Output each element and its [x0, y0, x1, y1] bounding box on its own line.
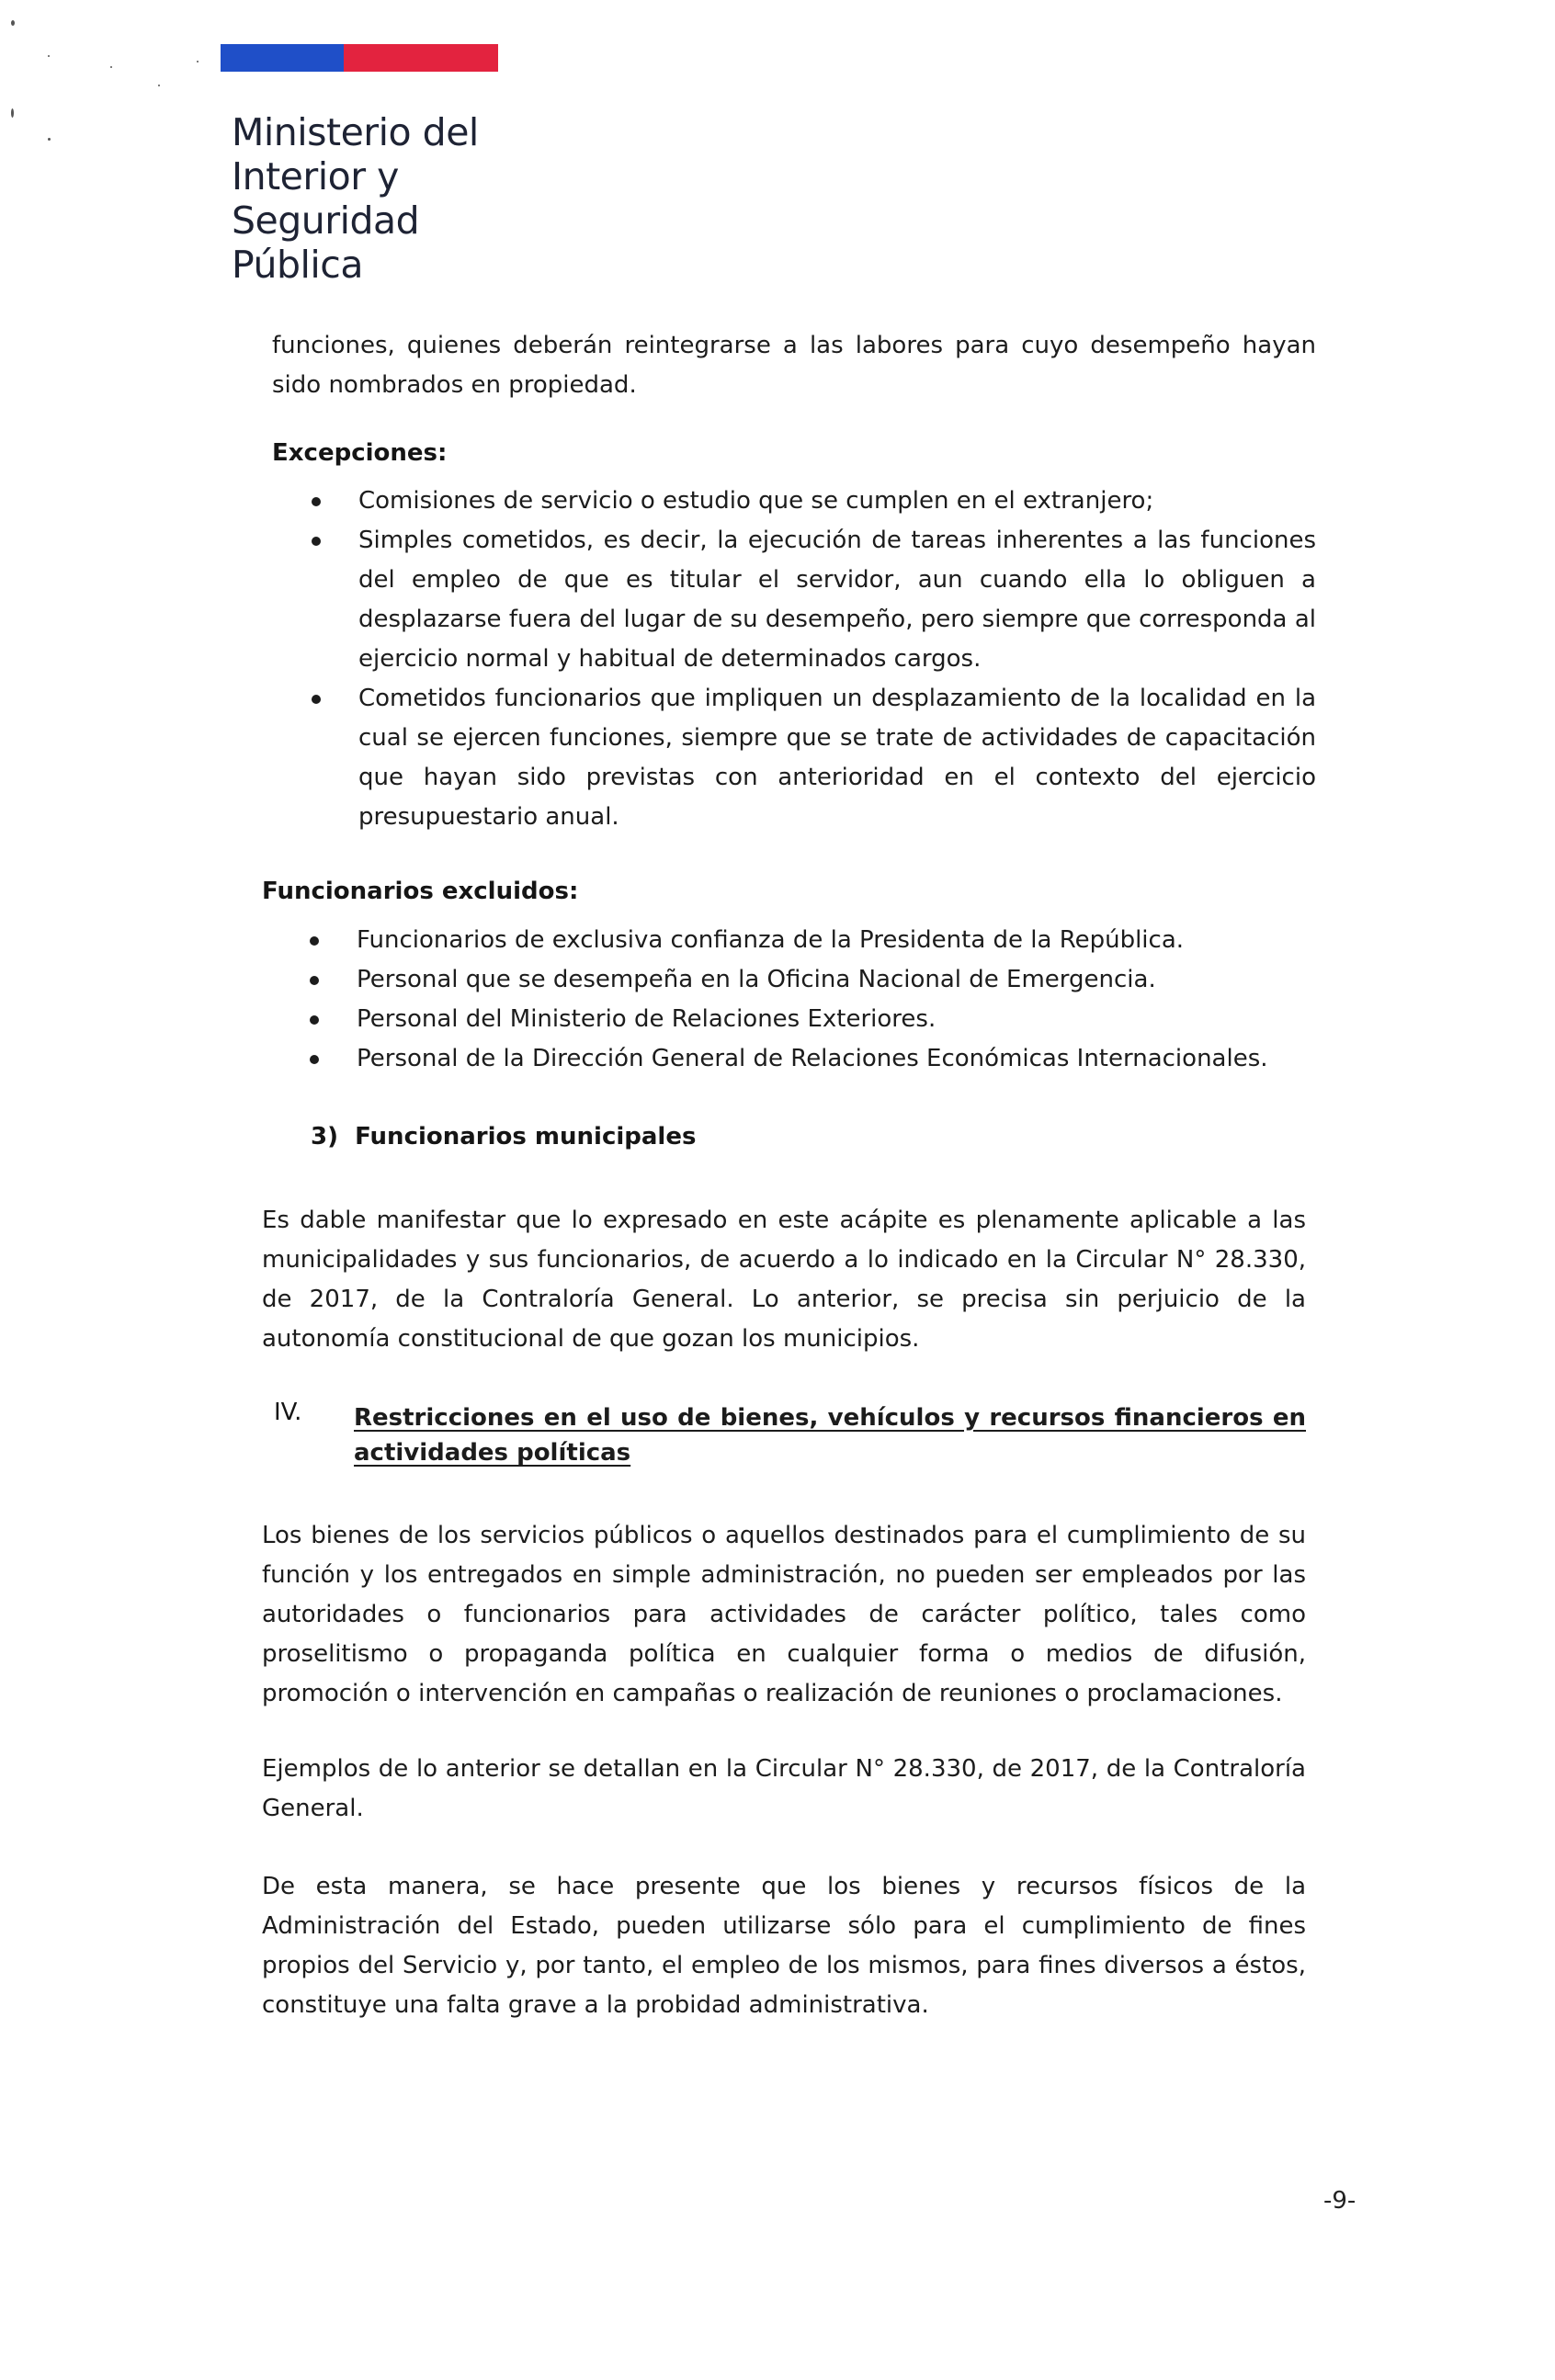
list-item-text: Personal de la Dirección General de Relaciones Económicas Internacionales.	[357, 1045, 1268, 1072]
list-item-text: Personal del Ministerio de Relaciones Exteriores.	[357, 1005, 936, 1033]
section-paragraph: Ejemplos de lo anterior se detallan en la Circular N° 28.330, de 2017, de la Contraloría General.	[262, 1755, 1306, 1822]
list-item-text: Simples cometidos, es decir, la ejecución de tareas inherentes a las funciones del empleo de que es titular el servidor, aun cuando ella lo obliguen a desplazarse fuera del lugar de su desempeño, pero siempre que corresponda al ejercicio normal y habitual de determinados cargos.	[358, 527, 1316, 673]
excepciones-heading: Excepciones:	[272, 439, 448, 467]
logo-line: Pública	[232, 243, 363, 287]
list-item	[268, 521, 1316, 679]
logo-line: Interior y	[232, 154, 399, 198]
section-title: Restricciones en el uso de bienes, vehículos y recursos financieros en actividades políticas	[354, 1404, 1306, 1467]
bullet-icon	[312, 497, 321, 506]
section-paragraph: De esta manera, se hace presente que los bienes y recursos físicos de la Administración del Estado, pueden utilizarse sólo para el cumplimiento de fines propios del Servicio y, por tanto, el empleo de los mismos, para fines diversos a éstos, constituye una falta grave a la probidad administrativa.	[262, 1873, 1306, 2019]
municipales-paragraph: Es dable manifestar que lo expresado en este acápite es plenamente aplicable a las municipalidades y sus funcionarios, de acuerdo a lo indicado en la Circular N° 28.330, de 2017, de la Contraloría General. Lo anterior, se precisa sin perjuicio de la autonomía constitucional de que gozan los municipios.	[262, 1207, 1306, 1353]
list-item	[268, 679, 1316, 837]
bullet-icon	[310, 1015, 319, 1025]
list-item	[267, 1039, 1314, 1079]
municipales-heading: 3) Funcionarios municipales	[311, 1123, 697, 1150]
ministry-logo-name	[232, 110, 618, 287]
bullet-icon	[312, 537, 321, 546]
list-item	[267, 960, 1314, 1000]
list-item-text: Personal que se desempeña en la Oficina Nacional de Emergencia.	[357, 966, 1156, 993]
list-item	[267, 1000, 1314, 1039]
scan-speck	[158, 85, 160, 86]
bullet-icon	[310, 1055, 319, 1064]
scan-speck	[110, 66, 112, 68]
bullet-icon	[312, 695, 321, 704]
list-item-text: Comisiones de servicio o estudio que se cumplen en el extranjero;	[358, 487, 1154, 515]
intro-paragraph: funciones, quienes deberán reintegrarse a las labores para cuyo desempeño hayan sido nombrados en propiedad.	[272, 332, 1316, 399]
scan-speck	[197, 61, 199, 62]
logo-blue-block	[221, 44, 344, 72]
logo-color-bar	[221, 44, 498, 72]
list-item-text: Funcionarios de exclusiva confianza de la Presidenta de la República.	[357, 926, 1185, 954]
bullet-icon	[310, 976, 319, 985]
list-item-text: Cometidos funcionarios que impliquen un desplazamiento de la localidad en la cual se ejercen funciones, siempre que se trate de actividades de capacitación que hayan sido previstas con anterioridad en el contexto del ejercicio presupuestario anual.	[358, 685, 1316, 831]
excluidos-list	[267, 921, 1314, 1079]
excluidos-heading: Funcionarios excluidos:	[262, 878, 579, 905]
page-number: -9-	[1323, 2187, 1356, 2215]
list-item	[268, 482, 1316, 521]
scan-speck	[48, 55, 50, 57]
section-paragraph: Los bienes de los servicios públicos o aquellos destinados para el cumplimiento de su función y los entregados en simple administración, no pueden ser empleados por las autoridades o funcionarios para actividades de carácter político, tales como proselitismo o propaganda política en cualquier forma o medios de difusión, promoción o intervención en campañas o realización de reuniones o proclamaciones.	[262, 1522, 1306, 1707]
scan-speck	[48, 138, 51, 141]
logo-line: Seguridad	[232, 198, 420, 243]
scan-speck	[11, 20, 15, 26]
excepciones-list	[268, 482, 1316, 837]
bullet-icon	[310, 936, 319, 946]
list-item	[267, 921, 1314, 960]
scan-speck	[11, 108, 14, 118]
section-number: IV.	[274, 1399, 302, 1426]
logo-line: Ministerio del	[232, 110, 479, 154]
logo-red-block	[344, 44, 498, 72]
